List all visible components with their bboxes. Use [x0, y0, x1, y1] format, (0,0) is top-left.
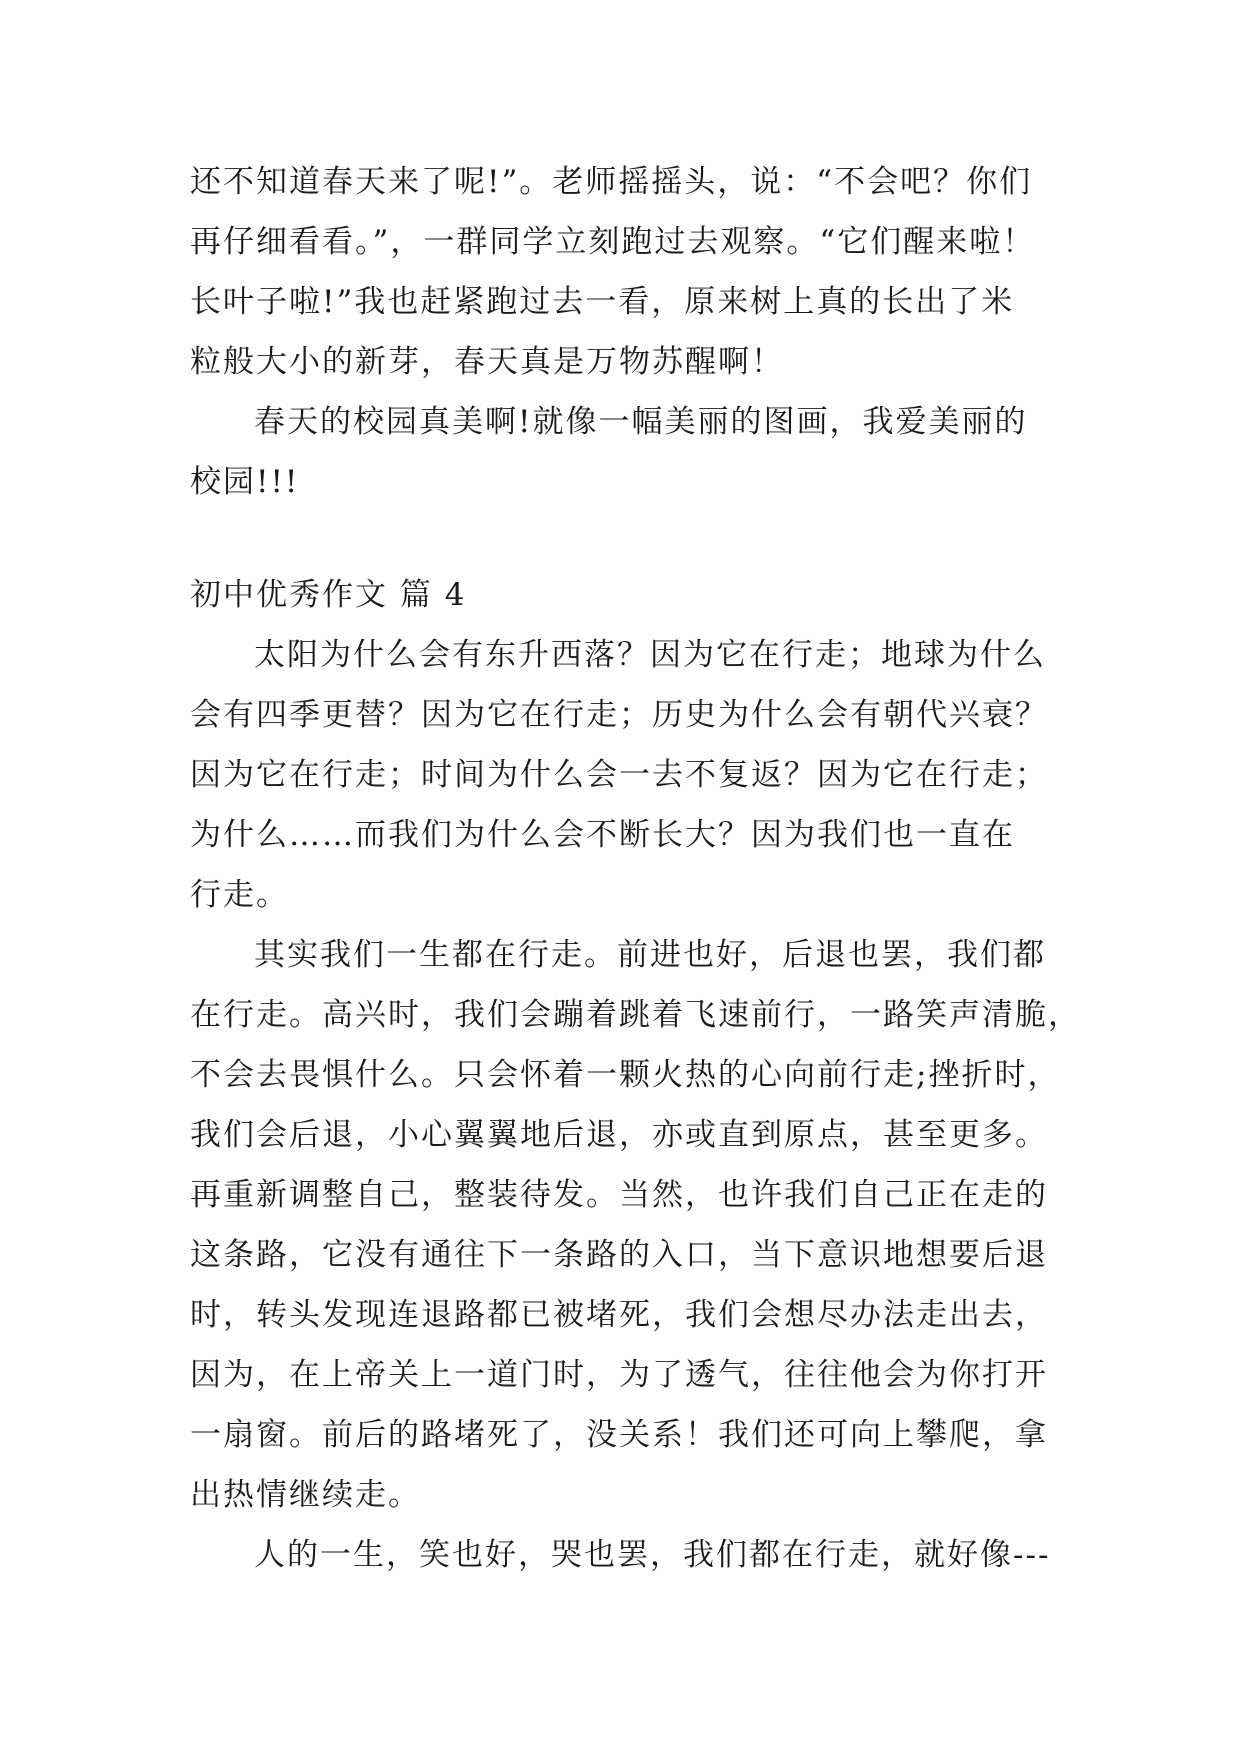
paragraph-line: 校园!!! — [190, 464, 300, 500]
paragraph-line: 人的一生，笑也好，哭也罢，我们都在行走，就好像--- — [254, 1537, 1051, 1573]
paragraph-line: 长叶子啦!”我也赶紧跑过去一看，原来树上真的长出了米 — [190, 284, 1015, 320]
paragraph-line: 不会去畏惧什么。只会怀着一颗火热的心向前行走;挫折时， — [190, 1057, 1061, 1093]
paragraph-line: 太阳为什么会有东升西落？因为它在行走；地球为什么 — [254, 637, 1046, 673]
paragraph-line: 粒般大小的新芽，春天真是万物苏醒啊！ — [190, 344, 784, 380]
paragraph-line: 因为它在行走；时间为什么会一去不复返？因为它在行走； — [190, 757, 1048, 793]
paragraph-line: 为什么……而我们为什么会不断长大？因为我们也一直在 — [190, 817, 1015, 853]
paragraph-line: 一扇窗。前后的路堵死了，没关系！我们还可向上攀爬，拿 — [190, 1417, 1048, 1453]
paragraph-line: 因为，在上帝关上一道门时，为了透气，往往他会为你打开 — [190, 1357, 1048, 1393]
paragraph-line: 时，转头发现连退路都已被堵死，我们会想尽办法走出去， — [190, 1297, 1048, 1333]
paragraph-line: 再重新调整自己，整装待发。当然，也许我们自己正在走的 — [190, 1177, 1048, 1213]
paragraph-line: 还不知道春天来了呢!”。老师摇摇头，说：“不会吧？你们 — [190, 164, 1033, 200]
paragraph-line: 出热情继续走。 — [190, 1477, 421, 1513]
section-heading: 初中优秀作文 篇 4 — [190, 577, 467, 613]
paragraph-line: 其实我们一生都在行走。前进也好，后退也罢，我们都 — [254, 937, 1046, 973]
paragraph-line: 会有四季更替？因为它在行走；历史为什么会有朝代兴衰？ — [190, 697, 1048, 733]
paragraph-line: 再仔细看看。”，一群同学立刻跑过去观察。“它们醒来啦！ — [190, 224, 1036, 260]
paragraph-line: 我们会后退，小心翼翼地后退，亦或直到原点，甚至更多。 — [190, 1117, 1048, 1153]
paragraph-line: 在行走。高兴时，我们会蹦着跳着飞速前行，一路笑声清脆， — [190, 997, 1081, 1033]
paragraph-line: 春天的校园真美啊!就像一幅美丽的图画，我爱美丽的 — [254, 404, 1028, 440]
paragraph-line: 行走。 — [190, 877, 289, 913]
paragraph-line: 这条路，它没有通往下一条路的入口，当下意识地想要后退 — [190, 1237, 1048, 1273]
